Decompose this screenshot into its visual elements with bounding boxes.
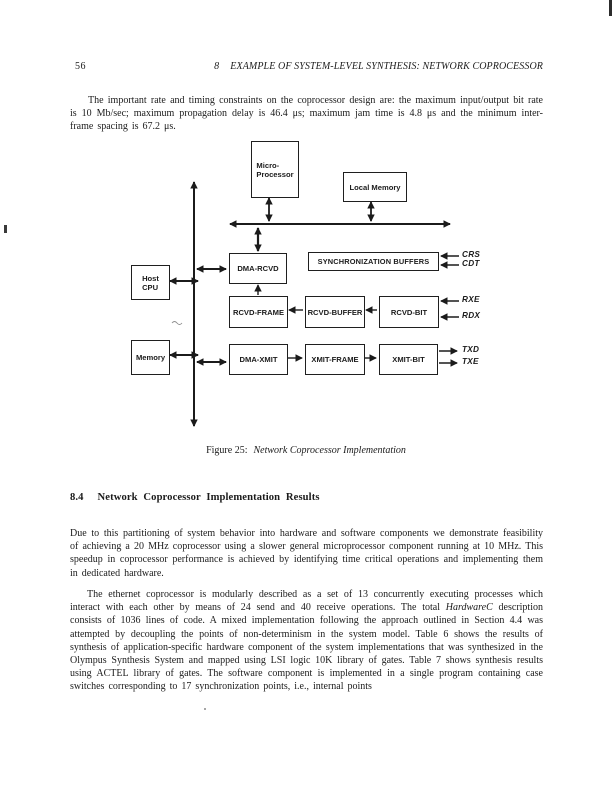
box-synchronization-buffers bbox=[308, 252, 439, 271]
signal-rdx: RDX bbox=[462, 311, 481, 320]
diagram-connectors bbox=[0, 140, 612, 440]
paragraph-results-2 bbox=[70, 588, 543, 694]
box-memory-label: Memory bbox=[135, 353, 166, 362]
chapter-title: EXAMPLE OF SYSTEM-LEVEL SYNTHESIS: NETWORK COPROCESSOR bbox=[230, 61, 543, 72]
paragraph-constraints: The important rate and timing constraints on the coprocessor design are: the maximum input/output bit rate is 10 Mb/sec; maximum propagation delay is 46.4 μs; maximum jam time is 4.8 μs and the minimum inter-frame spacing is 67.2 μs. bbox=[70, 95, 543, 133]
section-title: Network Coprocessor Implementation Results bbox=[97, 492, 320, 503]
box-xmit-bit-label: XMIT-BIT bbox=[392, 355, 425, 364]
signal-rxe: RXE bbox=[462, 295, 480, 304]
box-xmit-bit bbox=[379, 344, 438, 375]
scan-artifact-dot bbox=[204, 708, 206, 710]
running-head-title bbox=[214, 61, 543, 72]
box-rcvd-bit bbox=[379, 296, 439, 328]
running-header bbox=[70, 61, 543, 75]
signal-cdt: CDT bbox=[462, 259, 480, 268]
box-microprocessor-label: Micro- Processor bbox=[256, 160, 294, 179]
box-memory bbox=[131, 340, 170, 375]
figure-caption-title: Network Coprocessor Implementation bbox=[253, 445, 406, 456]
figure-caption-label: Figure 25: bbox=[206, 445, 248, 456]
box-rcvd-buffer bbox=[305, 296, 365, 328]
box-xmit-frame-label: XMIT-FRAME bbox=[311, 355, 359, 364]
box-dma-rcvd-label: DMA-RCVD bbox=[237, 264, 279, 273]
box-host-cpu bbox=[131, 265, 170, 300]
box-xmit-frame bbox=[305, 344, 365, 375]
page-number: 56 bbox=[75, 61, 86, 72]
signal-txe: TXE bbox=[462, 357, 479, 366]
box-dma-rcvd bbox=[229, 253, 287, 284]
box-rcvd-buffer-label: RCVD-BUFFER bbox=[307, 307, 363, 317]
section-number: 8.4 bbox=[70, 492, 84, 503]
box-local-memory-label: Local Memory bbox=[349, 182, 401, 192]
chapter-number: 8 bbox=[214, 61, 220, 72]
section-heading bbox=[70, 492, 543, 503]
figure-caption bbox=[0, 445, 612, 456]
box-host-cpu-label: Host CPU bbox=[142, 273, 159, 292]
box-dma-xmit bbox=[229, 344, 288, 375]
paragraph-results-1: Due to this partitioning of system behavior into hardware and software components we demonstrate feasibility of achieving a 20 MHz coprocessor using a slower general microprocessor component running at 10 MHz. This speedup in coprocessor performance is achieved by identifying time critical operations and implementing them in dedicated hardware. bbox=[70, 528, 543, 579]
box-microprocessor bbox=[251, 141, 299, 198]
box-dma-xmit-label: DMA-XMIT bbox=[239, 355, 278, 364]
signal-crs: CRS bbox=[462, 250, 481, 259]
figure-25-diagram bbox=[0, 140, 612, 440]
hardwarec-term: HardwareC bbox=[445, 602, 493, 614]
box-rcvd-frame bbox=[229, 296, 288, 328]
paragraph-results-2-post: description consists of 1036 lines of code. A mixed implementation following the approach outlined in Section 4.4 was attempted by decoupling the points of non-determinism in the system model. Table 6 shows the results of synthesis of application-specific hardware component of the system implementations that was synthesized in the Olympus Synthesis System and mapped using LSI logic 10K library of gates. Table 7 shows synthesis results using ACTEL library of gates. The software component is implemented in a single program containing case switches corresponding to 17 synchronization points, i.e., internal points bbox=[70, 602, 543, 693]
paragraph-results-2-pre: The ethernet coprocessor is modularly described as a set of 13 concurrently executing processes which interact with each other by means of 24 send and 40 receive operations. The total bbox=[70, 589, 543, 614]
signal-txd: TXD bbox=[462, 345, 480, 354]
box-rcvd-bit-label: RCVD-BIT bbox=[390, 307, 428, 317]
box-synchronization-buffers-label: SYNCHRONIZATION BUFFERS bbox=[317, 257, 430, 266]
box-rcvd-frame-label: RCVD-FRAME bbox=[232, 307, 285, 317]
box-local-memory bbox=[343, 172, 407, 202]
